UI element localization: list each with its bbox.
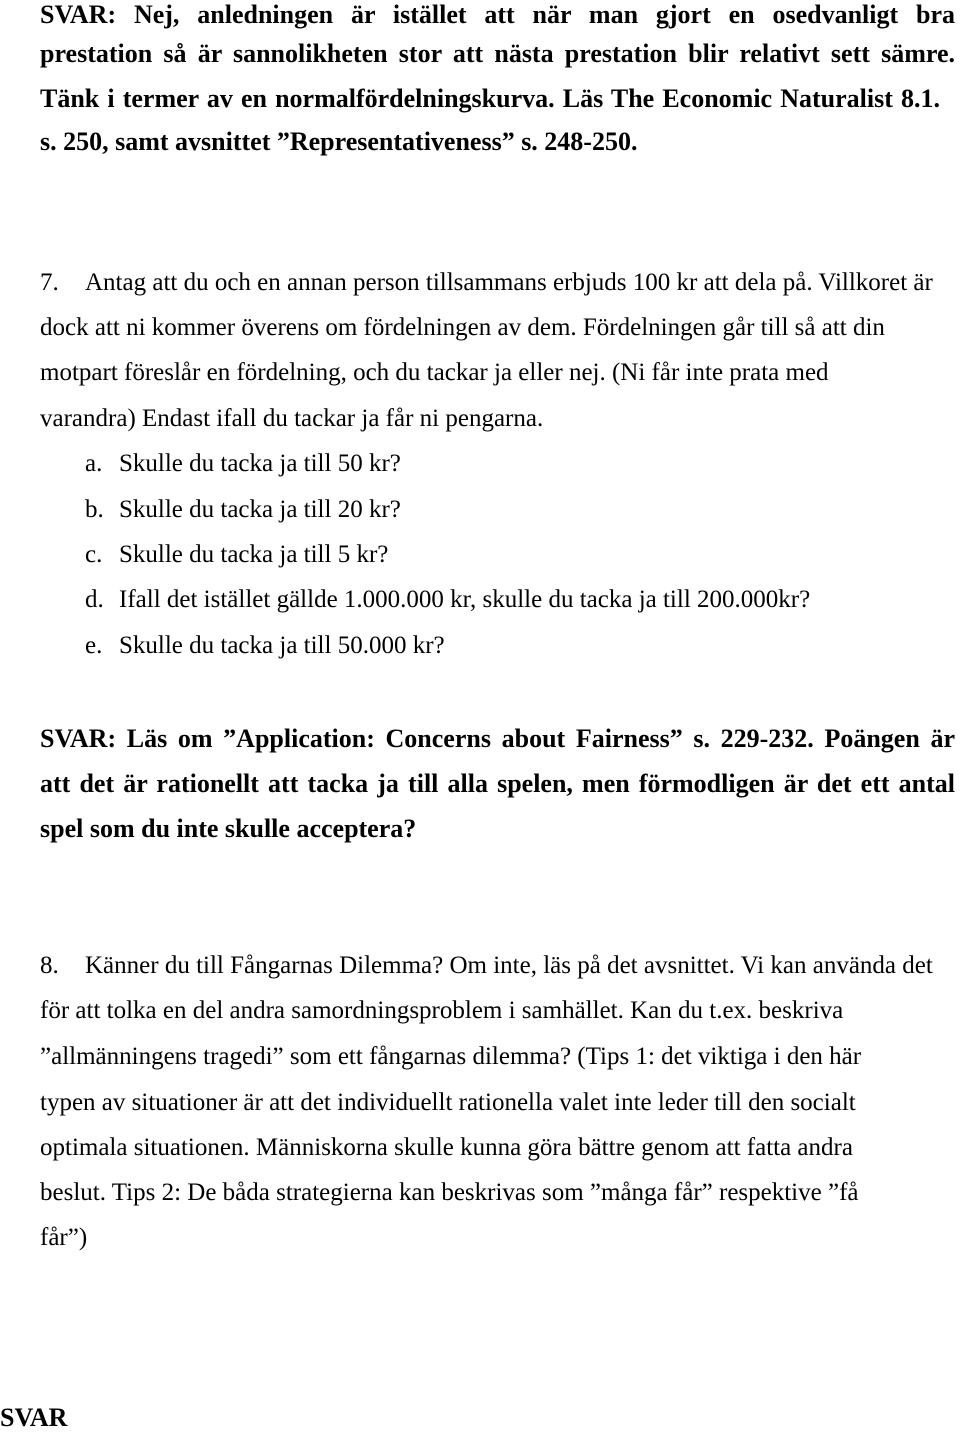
sub-question-label: a.	[85, 450, 103, 477]
question-text-line: får”)	[40, 1224, 88, 1251]
answer-text-line: SVAR: Nej, anledningen är istället att när man gjort en osedvanligt bra	[40, 0, 955, 29]
question-text-line: beslut. Tips 2: De båda strategierna kan beskrivas som ”många får” respektive ”få	[40, 1179, 859, 1206]
sub-question-label: e.	[85, 632, 103, 659]
question-text-line: optimala situationen. Människorna skulle kunna göra bättre genom att fatta andra	[40, 1134, 853, 1161]
sub-question-label: c.	[85, 541, 103, 568]
answer-text-line: spel som du inte skulle acceptera?	[40, 814, 417, 843]
answer-text-line: SVAR: Läs om ”Application: Concerns about Fairness” s. 229-232. Poängen är	[40, 724, 955, 753]
question-text-line: för att tolka en del andra samordningsproblem i samhället. Kan du t.ex. beskriva	[40, 997, 844, 1024]
sub-question-text: Skulle du tacka ja till 50 kr?	[119, 450, 401, 477]
answer-text-line: prestation så är sannolikheten stor att nästa prestation blir relativt sett sämre.	[40, 39, 955, 68]
answer-text-line: Tänk i termer av en normalfördelningskurva. Läs The Economic Naturalist 8.1.	[40, 84, 940, 113]
question-text-line: Känner du till Fångarnas Dilemma? Om inte, läs på det avsnittet. Vi kan använda det	[85, 952, 933, 979]
question-text-line: ”allmänningens tragedi” som ett fångarnas dilemma? (Tips 1: det viktiga i den här	[40, 1043, 862, 1070]
sub-question-text: Ifall det istället gällde 1.000.000 kr, skulle du tacka ja till 200.000kr?	[119, 586, 811, 613]
question-text-line: varandra) Endast ifall du tackar ja får ni pengarna.	[40, 405, 544, 432]
sub-question-text: Skulle du tacka ja till 5 kr?	[119, 541, 389, 568]
answer-text-line: s. 250, samt avsnittet ”Representativeness” s. 248-250.	[40, 127, 638, 156]
question-text-line: Antag att du och en annan person tillsammans erbjuds 100 kr att dela på. Villkoret är	[85, 269, 933, 296]
question-number: 8.	[40, 952, 59, 979]
sub-question-label: d.	[85, 586, 104, 613]
question-text-line: motpart föreslår en fördelning, och du tackar ja eller nej. (Ni får inte prata med	[40, 359, 829, 386]
question-text-line: typen av situationer är att det individuellt rationella valet inte leder till den socialt	[40, 1089, 856, 1116]
answer-text-line: att det är rationellt att tacka ja till alla spelen, men förmodligen är det ett antal	[40, 769, 955, 798]
sub-question-text: Skulle du tacka ja till 50.000 kr?	[119, 632, 445, 659]
question-text-line: dock att ni kommer överens om fördelningen av dem. Fördelningen går till så att din	[40, 314, 885, 341]
answer-heading: SVAR	[0, 1403, 68, 1432]
sub-question-text: Skulle du tacka ja till 20 kr?	[119, 496, 401, 523]
sub-question-label: b.	[85, 496, 104, 523]
question-number: 7.	[40, 269, 59, 296]
